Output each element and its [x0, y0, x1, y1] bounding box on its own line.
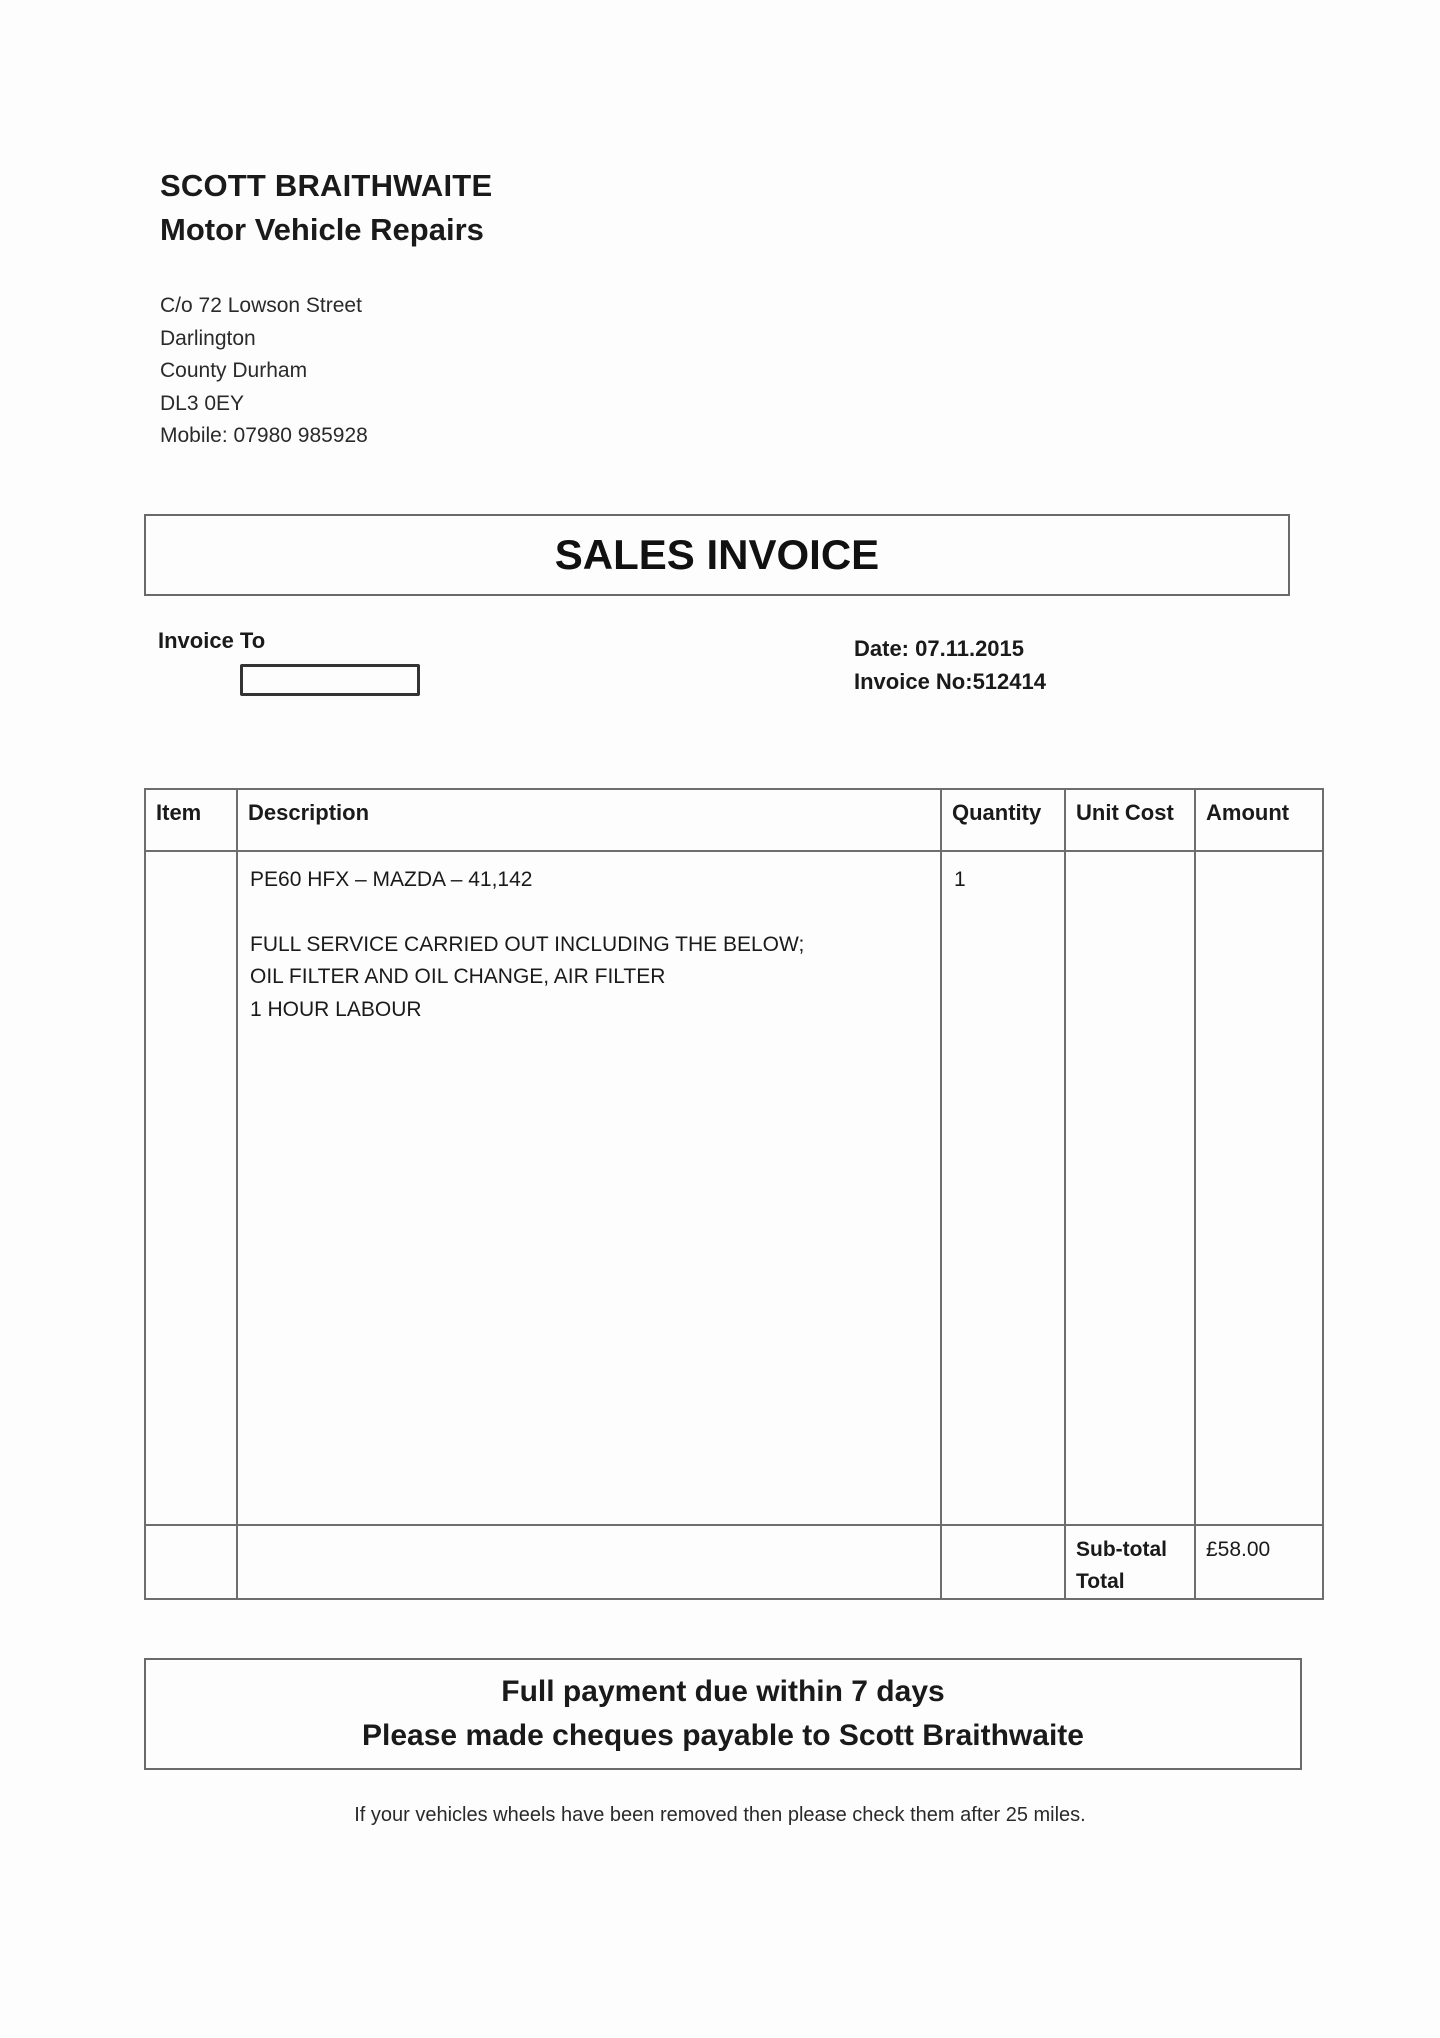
column-header-amount: Amount	[1195, 789, 1323, 851]
description-line: OIL FILTER AND OIL CHANGE, AIR FILTER	[250, 965, 666, 988]
address-line: Mobile: 07980 985928	[160, 424, 368, 447]
description-line: FULL SERVICE CARRIED OUT INCLUDING THE BELOW;	[250, 932, 805, 956]
table-footer-row	[145, 1525, 1323, 1599]
address-line: DL3 0EY	[160, 391, 245, 415]
company-address	[160, 290, 368, 453]
total-label: Total	[1076, 1570, 1125, 1593]
column-header-quantity: Quantity	[941, 789, 1065, 851]
invoice-meta	[854, 632, 1046, 698]
company-subtitle: Motor Vehicle Repairs	[160, 212, 484, 247]
column-header-item: Item	[145, 789, 237, 851]
footer-empty-cell	[237, 1525, 941, 1599]
cheque-payable-line: Please made cheques payable to Scott Braithwaite	[362, 1719, 1084, 1752]
invoice-title: SALES INVOICE	[554, 531, 880, 578]
footer-empty-cell	[145, 1525, 237, 1599]
column-header-unit-cost: Unit Cost	[1065, 789, 1195, 851]
company-name: SCOTT BRAITHWAITE	[160, 168, 493, 203]
subtotal-value: £58.00	[1206, 1538, 1271, 1561]
unit-cost-cell	[1065, 851, 1195, 1525]
invoice-items-table	[144, 788, 1324, 1600]
quantity-cell: 1	[941, 851, 1065, 1525]
payment-terms-box	[144, 1658, 1302, 1770]
wheel-check-footnote: If your vehicles wheels have been removed then please check them after 25 miles.	[354, 1804, 1086, 1826]
invoice-title-box	[144, 514, 1290, 596]
totals-values-cell	[1195, 1525, 1323, 1599]
invoice-date: Date: 07.11.2015	[854, 636, 1025, 661]
description-spacer	[250, 897, 928, 929]
address-line: County Durham	[160, 359, 308, 382]
amount-cell	[1195, 851, 1323, 1525]
invoice-to-label: Invoice To	[158, 628, 266, 653]
description-line: PE60 HFX – MAZDA – 41,142	[250, 868, 533, 891]
table-header-row	[145, 789, 1323, 851]
table-row	[145, 851, 1323, 1525]
invoice-number: Invoice No:512414	[854, 669, 1046, 694]
column-header-description: Description	[237, 789, 941, 851]
item-cell	[145, 851, 237, 1525]
subtotal-label: Sub-total	[1076, 1538, 1167, 1561]
invoice-to-redacted-box	[240, 664, 420, 696]
description-cell	[237, 851, 941, 1525]
address-line: Darlington	[160, 326, 256, 350]
description-line: 1 HOUR LABOUR	[250, 997, 422, 1021]
payment-terms-line: Full payment due within 7 days	[501, 1675, 945, 1708]
footer-empty-cell	[941, 1525, 1065, 1599]
totals-labels-cell	[1065, 1525, 1195, 1599]
address-line: C/o 72 Lowson Street	[160, 294, 362, 317]
